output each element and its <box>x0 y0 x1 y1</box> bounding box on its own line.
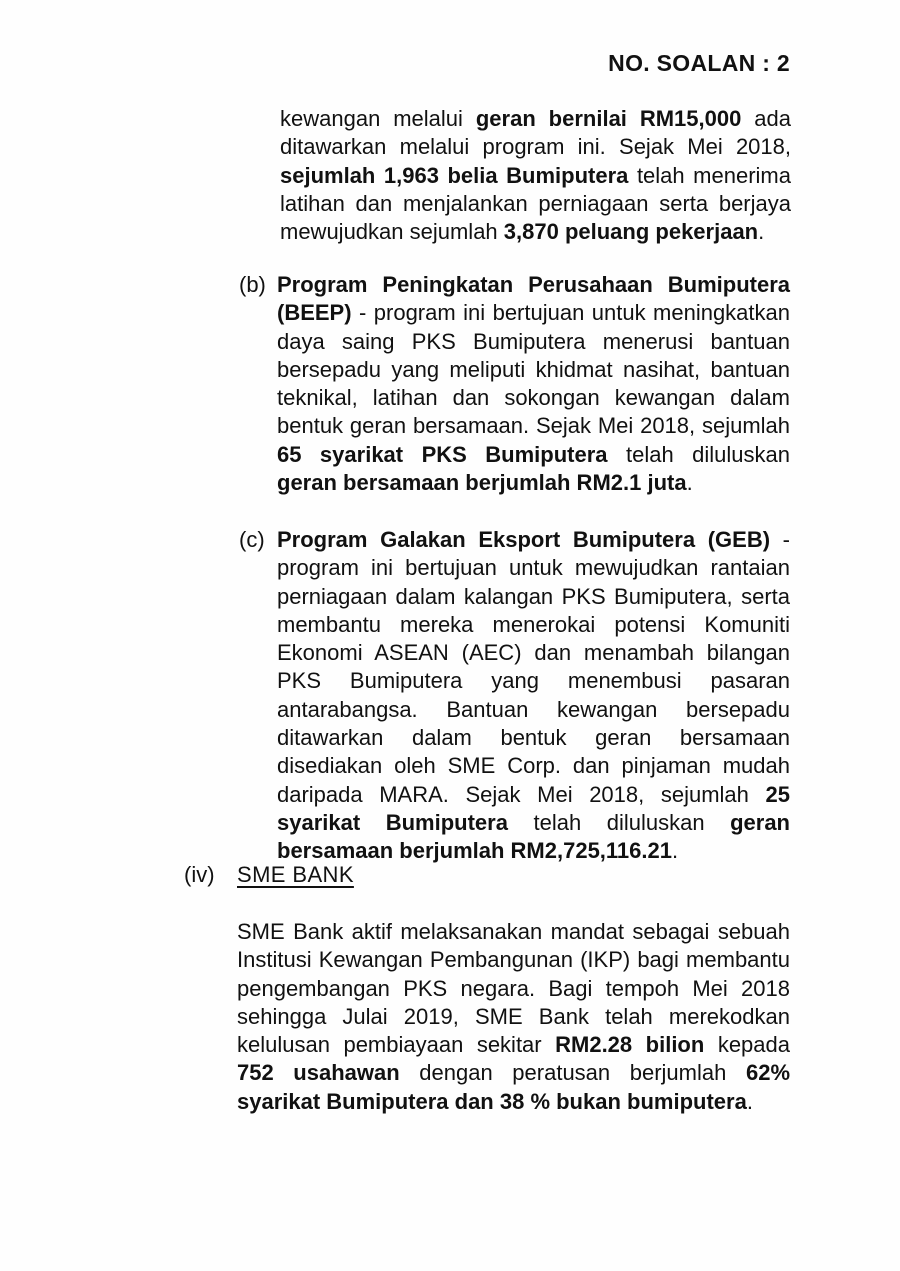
list-item-c <box>239 526 790 866</box>
section-iv-marker: (iv) <box>184 862 215 887</box>
list-marker-b: (b) <box>239 272 266 297</box>
section-iv-heading <box>184 861 790 889</box>
list-item-b-text: Program Peningkatan Perusahaan Bumiputera (BEEP) - program ini bertujuan untuk meningkatkan daya saing PKS Bumiputera menerusi bantuan bersepadu yang meliputi khidmat nasihat, bantuan teknikal, latihan dan sokongan kewangan dalam bentuk geran bersamaan. Sejak Mei 2018, sejumlah 65 syarikat PKS Bumiputera telah diluluskan geran bersamaan berjumlah RM2.1 juta. <box>277 272 790 496</box>
question-number-header: NO. SOALAN : 2 <box>608 50 790 76</box>
list-item-b <box>239 271 790 497</box>
list-item-c-text: Program Galakan Eksport Bumiputera (GEB) - program ini bertujuan untuk mewujudkan rantaian perniagaan dalam kalangan PKS Bumiputera, serta membantu mereka menerokai potensi Komuniti Ekonomi ASEAN (AEC) dan menambah bilangan PKS Bumiputera yang menembusi pasaran antarabangsa. Bantuan kewangan bersepadu ditawarkan dalam bentuk geran bersamaan disediakan oleh SME Corp. dan pinjaman mudah daripada MARA. Sejak Mei 2018, sejumlah 25 syarikat Bumiputera telah diluluskan geran bersamaan berjumlah RM2,725,116.21. <box>277 527 790 864</box>
section-iv-title: SME BANK <box>237 862 354 887</box>
list-marker-c: (c) <box>239 527 265 552</box>
paragraph-sme-bank: SME Bank aktif melaksanakan mandat sebagai sebuah Institusi Kewangan Pembangunan (IKP) bagi membantu pengembangan PKS negara. Bagi tempoh Mei 2018 sehingga Julai 2019, SME Bank telah merekodkan kelulusan pembiayaan sekitar RM2.28 bilion kepada 752 usahawan dengan peratusan berjumlah 62% syarikat Bumiputera dan 38 % bukan bumiputera. <box>237 919 791 1114</box>
paragraph-continuation: kewangan melalui geran bernilai RM15,000 ada ditawarkan melalui program ini. Sejak Mei 2018, sejumlah 1,963 belia Bumiputera telah menerima latihan dan menjalankan perniagaan serta berjaya mewujudkan sejumlah 3,870 peluang pekerjaan. <box>280 106 791 245</box>
